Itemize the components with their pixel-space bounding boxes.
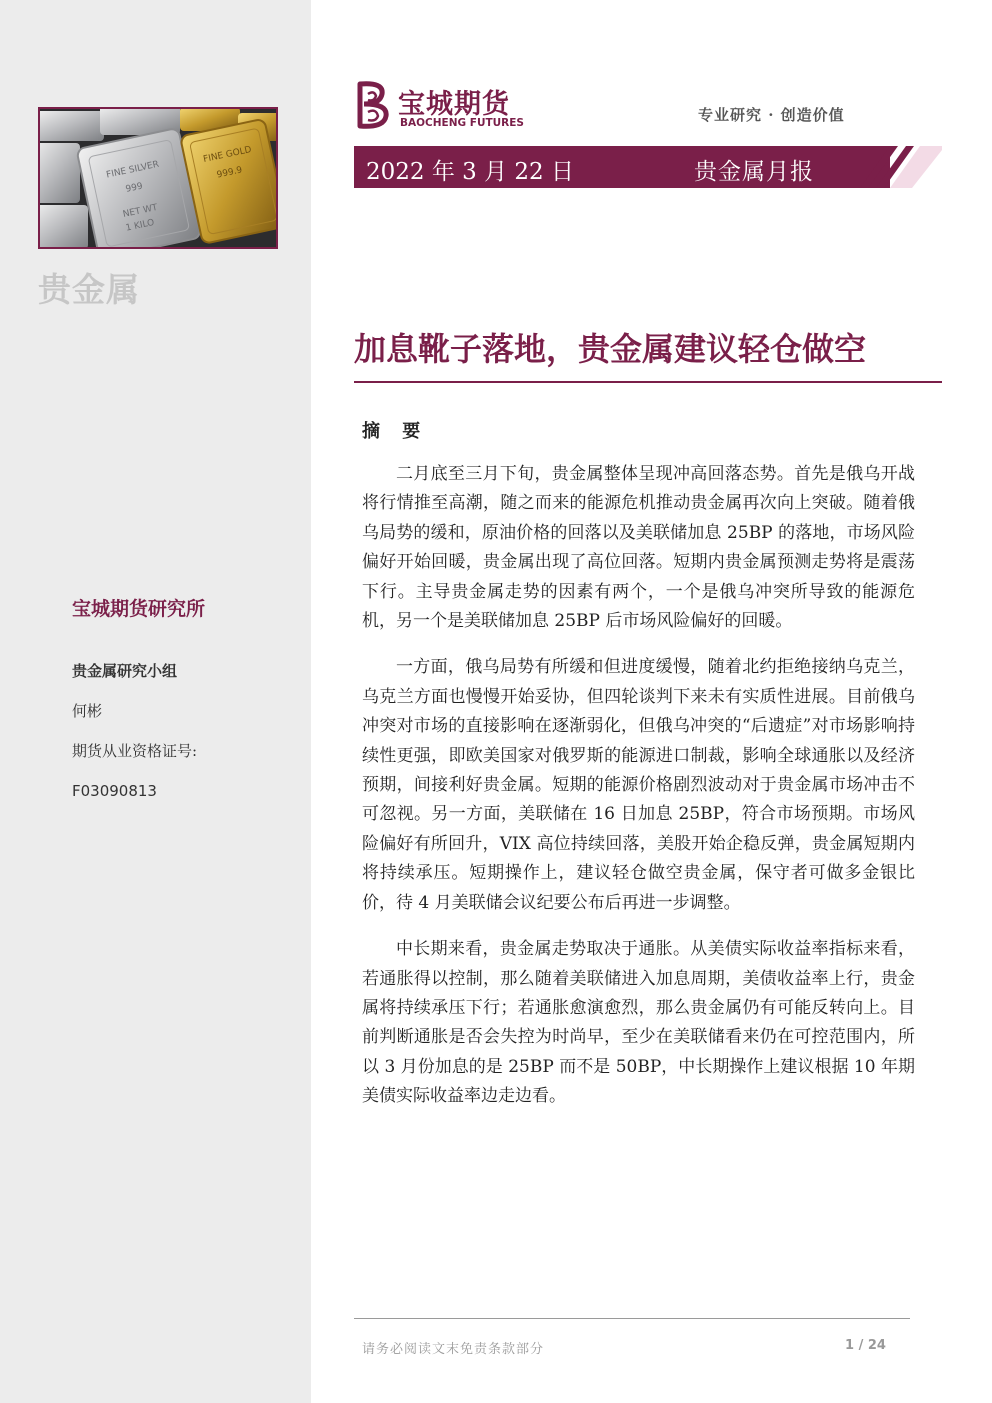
- page-number: 1 / 24: [845, 1338, 886, 1353]
- report-title: 加息靴子落地，贵金属建议轻仓做空: [354, 330, 867, 368]
- title-divider: [354, 381, 942, 383]
- company-logo: [354, 80, 524, 132]
- license-number: F03090813: [72, 782, 157, 800]
- bars-illustration: [40, 109, 276, 247]
- sidebar-category: 贵金属: [38, 270, 140, 309]
- institute-name: 宝城期货研究所: [72, 598, 206, 620]
- report-type: 贵金属月报: [694, 159, 814, 185]
- license-label: 期货从业资格证号:: [72, 742, 198, 760]
- abstract-paragraph: 一方面，俄乌局势有所缓和但进度缓慢，随着北约拒绝接纳乌克兰，乌克兰方面也慢慢开始妥协，但四轮谈判下来未有实质性进展。目前俄乌冲突对市场的直接影响在逐渐弱化，但俄乌冲突的“后遗症”对市场影响持续性更强，即欧美国家对俄罗斯的能源进口制裁，影响全球通胀以及经济预期，间接利好贵金属。短期的能源价格剧烈波动对于贵金属市场冲击不可忽视。另一方面，美联储在 16 日加息 25BP，符合市场预期。市场风险偏好有所回升，VIX 高位持续回落，美股开始企稳反弹，贵金属短期内将持续承压。短期操作上，建议轻仓做空贵金属，保守者可做多金银比价，待 4 月美联储会议纪要公布后再进一步调整。: [362, 657, 915, 913]
- bar-text: 999: [124, 181, 144, 195]
- abstract-paragraph: 中长期来看，贵金属走势取决于通胀。从美债实际收益率指标来看，若通胀得以控制，那么随着美联储进入加息周期，美债收益率上行，贵金属将持续承压下行；若通胀愈演愈烈，那么贵金属仍有可能反转向上。目前判断通胀是否会失控为时尚早，至少在美联储看来仍在可控范围内，所以 3 月份加息的是 25BP 而不是 50BP，中长期操作上建议根据 10 年期美债实际收益率边走边看。: [362, 939, 915, 1107]
- bar-text: 1 KILO: [124, 217, 156, 234]
- bar-text: NET WT: [122, 202, 159, 220]
- abstract-paragraph: 二月底至三月下旬，贵金属整体呈现冲高回落态势。首先是俄乌开战将行情推至高潮，随之而来的能源危机推动贵金属再次向上突破。随着俄乌局势的缓和，原油价格的回落以及美联储加息 25BP 的落地，市场风险偏好开始回暖，贵金属出现了高位回落。短期内贵金属预测走势将是震荡下行。主导贵金属走势的因素有两个，一个是俄乌冲突所导致的能源危机，另一个是美联储加息 25BP 后市场风险偏好的回暖。: [362, 464, 915, 632]
- logo-chinese-name: 宝城期货: [398, 89, 510, 120]
- report-date: 2022 年 3 月 22 日: [366, 159, 574, 185]
- bar-text: FINE GOLD: [202, 144, 253, 165]
- logo-english-name: BAOCHENG FUTURES: [400, 117, 524, 129]
- gold-silver-bars-image: [38, 107, 278, 249]
- sidebar: [0, 0, 311, 1403]
- research-team: 贵金属研究小组: [72, 662, 178, 680]
- footer-disclaimer: 请务必阅读文末免责条款部分: [362, 1342, 545, 1357]
- abstract-heading: 摘 要: [362, 421, 429, 442]
- bar-text: 999.9: [215, 165, 244, 181]
- footer-divider: [354, 1318, 910, 1319]
- abstract-body: [362, 460, 915, 1129]
- author-name: 何彬: [72, 702, 103, 720]
- slogan: 专业研究 · 创造价值: [698, 106, 845, 124]
- logo-b-icon: [354, 80, 396, 130]
- bar-text: FINE SILVER: [105, 159, 160, 181]
- banner-stripes-decoration: [860, 146, 942, 188]
